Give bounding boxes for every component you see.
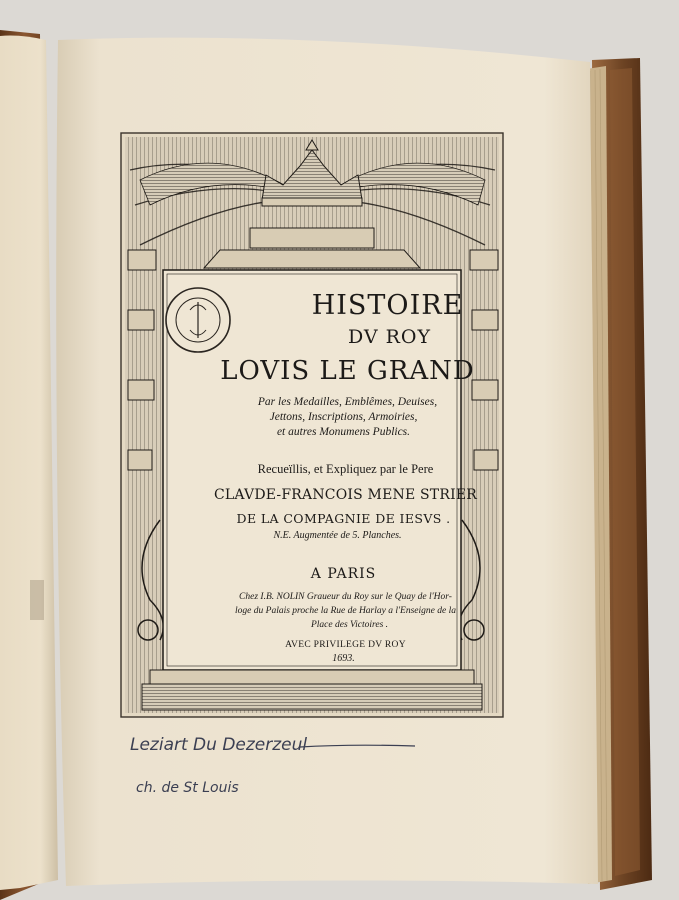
title-line-2: DV ROY xyxy=(347,326,432,348)
publisher-line-1: Chez I.B. NOLIN Graueur du Roy sur le Quay de l'Hor- xyxy=(239,592,452,602)
ownership-inscription-2: ch. de St Louis xyxy=(136,780,239,796)
subtitle-line-1: Par les Medailles, Emblêmes, Deuises, xyxy=(257,396,438,408)
city: A PARIS xyxy=(310,566,377,582)
subtitle-line-2: Jettons, Inscriptions, Armoiries, xyxy=(269,411,418,423)
publication-year: 1693. xyxy=(332,653,355,664)
author-name: CLAVDE-FRANCOIS MENE STRIER xyxy=(214,487,477,503)
ownership-inscription-1: Leziart Du Dezerzeul xyxy=(130,735,308,755)
subtitle-line-3: et autres Monumens Publics. xyxy=(276,426,411,438)
privilege-line: AVEC PRIVILEGE DV ROY xyxy=(285,640,406,650)
title-line-3: LOVIS LE GRAND xyxy=(220,356,475,386)
title-line-1: HISTOIRE xyxy=(311,290,464,321)
publisher-line-3: Place des Victoires . xyxy=(310,620,389,630)
explained-by: Recueïllis, et Expliquez par le Pere xyxy=(257,462,434,476)
publisher-line-2: loge du Palais proche la Rue de Harlay a l'Enseigne de la xyxy=(235,606,456,616)
company-line: DE LA COMPAGNIE DE IESVS . xyxy=(236,511,451,526)
augmented-note: N.E. Augmentée de 5. Planches. xyxy=(273,530,402,541)
